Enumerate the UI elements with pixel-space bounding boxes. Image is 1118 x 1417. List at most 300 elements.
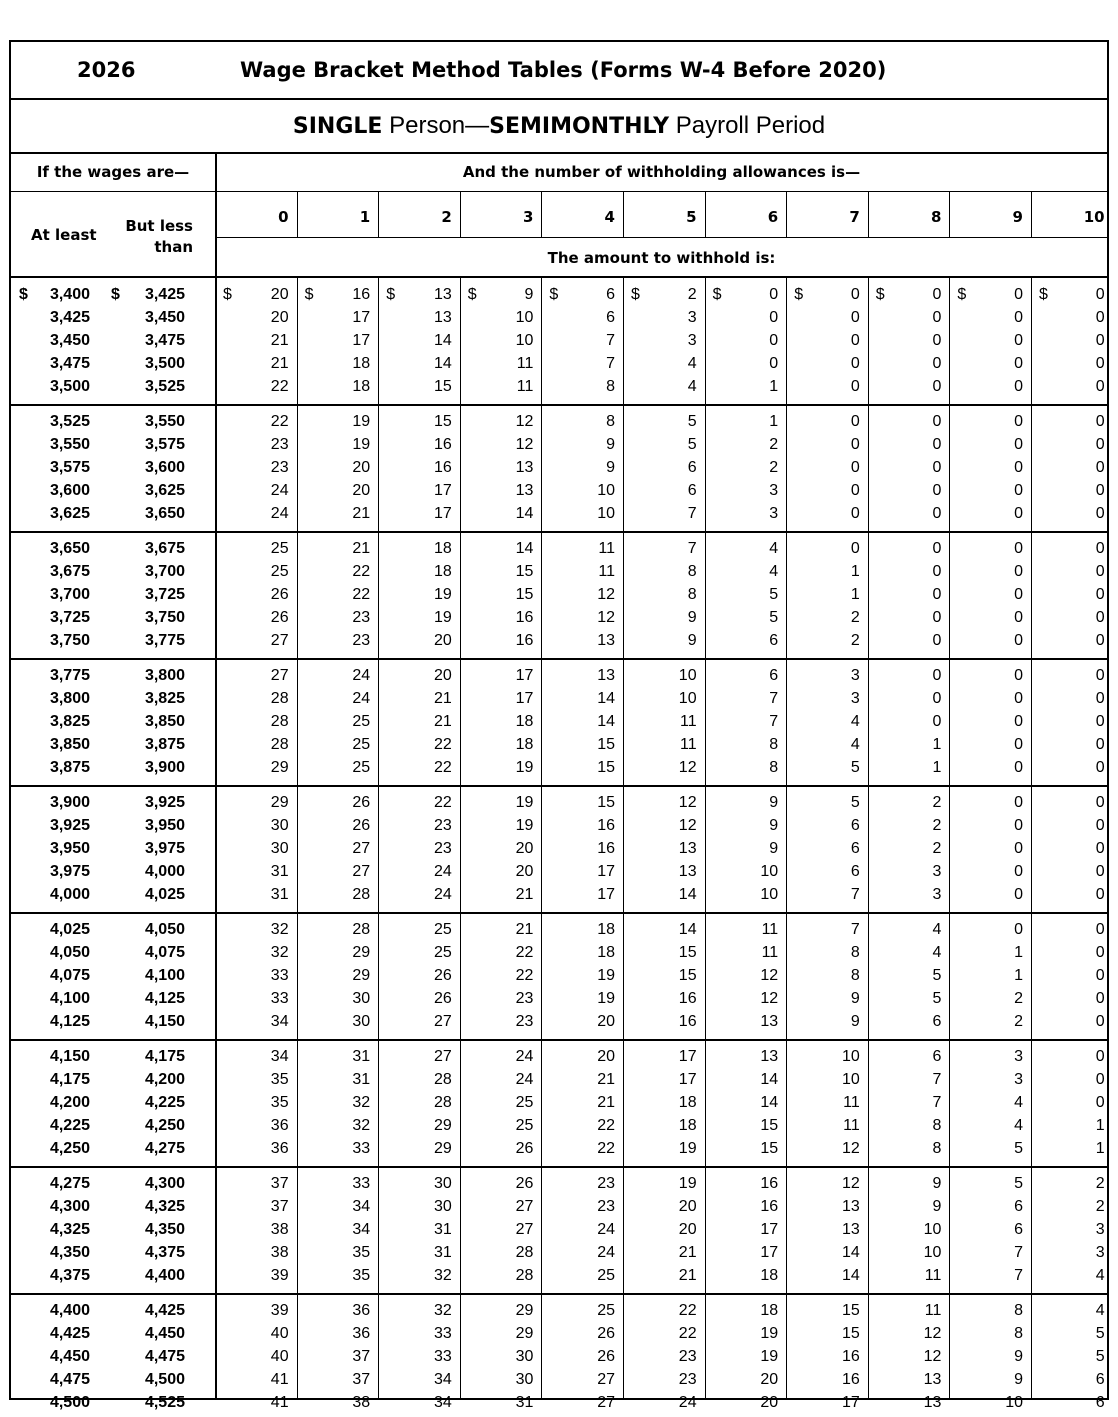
table-row <box>11 1267 1107 1290</box>
withholding-amount: 11 <box>679 736 697 753</box>
withholding-amount: 18 <box>433 540 452 557</box>
withholding-amount: 13 <box>433 309 452 326</box>
withholding-amount: 12 <box>597 586 615 603</box>
table-row <box>11 1325 1107 1348</box>
withholding-amount: 0 <box>932 378 942 395</box>
withholding-amount: 4 <box>850 713 860 730</box>
column-divider <box>868 191 869 237</box>
withholding-amount: 38 <box>352 1394 371 1411</box>
withholding-amount: 3 <box>850 690 860 707</box>
withholding-amount: 20 <box>515 840 534 857</box>
allowance-number-2: 2 <box>441 208 452 226</box>
withholding-amount: 0 <box>1095 413 1105 430</box>
divider <box>11 98 1107 100</box>
withholding-amount: 0 <box>1014 378 1023 395</box>
withholding-amount: 38 <box>270 1221 289 1238</box>
withholding-amount: 28 <box>515 1244 534 1261</box>
withholding-amount: 0 <box>932 563 942 580</box>
wage-but-less-than: 4,025 <box>144 886 185 903</box>
withholding-amount: 30 <box>352 990 371 1007</box>
wage-at-least: 3,750 <box>49 632 90 649</box>
withholding-amount: 0 <box>850 332 860 349</box>
withholding-amount: 37 <box>270 1198 289 1215</box>
withholding-amount: 24 <box>270 482 289 499</box>
table-row <box>11 1175 1107 1198</box>
withholding-amount: 16 <box>678 1013 697 1030</box>
wage-at-least: 4,500 <box>49 1394 90 1411</box>
withholding-amount: 6 <box>769 667 779 684</box>
withholding-amount: 29 <box>515 1302 534 1319</box>
withholding-amount: 0 <box>1095 459 1105 476</box>
withholding-amount: 7 <box>932 1094 942 1111</box>
wage-but-less-than: 4,125 <box>144 990 185 1007</box>
wage-at-least: 3,625 <box>49 505 90 522</box>
withholding-amount: 15 <box>433 378 452 395</box>
wage-at-least: 3,800 <box>49 690 90 707</box>
withholding-amount: 17 <box>678 1071 697 1088</box>
withholding-amount: 16 <box>678 990 697 1007</box>
withholding-amount: 14 <box>433 355 452 372</box>
withholding-amount: 19 <box>433 609 452 626</box>
table-year: 2026 <box>77 58 136 82</box>
wage-but-less-than: 3,500 <box>144 355 185 372</box>
withholding-amount: 1 <box>850 586 860 603</box>
table-row <box>11 586 1107 609</box>
withholding-amount: 29 <box>352 967 371 984</box>
withholding-amount: 28 <box>270 713 289 730</box>
withholding-amount: 22 <box>597 1140 615 1157</box>
withholding-amount: 33 <box>433 1325 452 1342</box>
withholding-amount: 8 <box>687 563 697 580</box>
table-row <box>11 759 1107 782</box>
withholding-amount: 40 <box>270 1325 289 1342</box>
wage-but-less-than: 3,475 <box>144 332 185 349</box>
withholding-amount: 0 <box>1095 632 1105 649</box>
withholding-amount: 22 <box>597 1117 615 1134</box>
withholding-amount: 16 <box>760 1198 779 1215</box>
dollar-sign: $ <box>111 286 120 303</box>
withholding-amount: 9 <box>932 1175 942 1192</box>
withholding-amount: 1 <box>1095 1140 1105 1157</box>
withholding-amount: 20 <box>352 482 371 499</box>
withholding-amount: 8 <box>850 944 860 961</box>
withholding-amount: 22 <box>433 794 452 811</box>
withholding-amount: 9 <box>606 459 615 476</box>
withholding-amount: 0 <box>1095 1071 1105 1088</box>
wage-at-least: 3,825 <box>49 713 90 730</box>
withholding-amount: 25 <box>597 1302 615 1319</box>
wage-at-least: 3,925 <box>49 817 90 834</box>
wage-but-less-than: 4,325 <box>144 1198 185 1215</box>
wage-at-least: 4,325 <box>49 1221 90 1238</box>
withholding-amount: 35 <box>352 1267 371 1284</box>
withholding-amount: 8 <box>850 967 860 984</box>
withholding-amount: 12 <box>515 436 534 453</box>
withholding-amount: 13 <box>760 1048 779 1065</box>
withholding-amount: 2 <box>932 794 942 811</box>
withholding-amount: 0 <box>1095 886 1105 903</box>
table-row <box>11 482 1107 505</box>
column-divider <box>786 191 787 237</box>
table-row <box>11 886 1107 909</box>
wage-but-less-than: 3,900 <box>144 759 185 776</box>
withholding-amount: 39 <box>270 1267 289 1284</box>
withholding-amount: 19 <box>597 990 615 1007</box>
wage-but-less-than: 3,650 <box>144 505 185 522</box>
table-row <box>11 1071 1107 1094</box>
wage-but-less-than: 3,875 <box>144 736 185 753</box>
withholding-amount: 21 <box>352 505 371 522</box>
column-divider <box>297 191 298 237</box>
withholding-amount: 38 <box>270 1244 289 1261</box>
withholding-amount: 32 <box>270 921 289 938</box>
withholding-amount: 0 <box>850 413 860 430</box>
withholding-amount: 4 <box>850 736 860 753</box>
withholding-amount: 31 <box>270 863 289 880</box>
wage-but-less-than: 3,550 <box>144 413 185 430</box>
withholding-amount: 8 <box>932 1140 942 1157</box>
wage-at-least: 3,725 <box>49 609 90 626</box>
withholding-amount: 9 <box>769 817 779 834</box>
withholding-amount: 6 <box>687 459 697 476</box>
wage-at-least: 3,600 <box>49 482 90 499</box>
withholding-amount: 1 <box>850 563 860 580</box>
withholding-amount: 41 <box>270 1394 289 1411</box>
wage-but-less-than: 3,675 <box>144 540 185 557</box>
wage-but-less-than: 3,725 <box>144 586 185 603</box>
withholding-amount: 0 <box>1014 459 1023 476</box>
withholding-amount: 40 <box>270 1348 289 1365</box>
divider <box>11 276 1107 278</box>
withholding-amount: 19 <box>352 436 371 453</box>
table-row <box>11 332 1107 355</box>
wage-but-less-than: 3,525 <box>144 378 185 395</box>
wage-at-least: 4,275 <box>49 1175 90 1192</box>
withholding-amount: 0 <box>932 540 942 557</box>
dollar-sign: $ <box>467 286 477 303</box>
column-divider <box>378 191 379 237</box>
withholding-amount: 0 <box>932 413 942 430</box>
wage-but-less-than: 3,975 <box>144 840 185 857</box>
withholding-amount: 13 <box>678 840 697 857</box>
withholding-amount: 6 <box>606 286 615 303</box>
withholding-amount: 35 <box>270 1071 289 1088</box>
withholding-amount: 8 <box>606 378 615 395</box>
withholding-amount: 18 <box>352 378 371 395</box>
withholding-amount: 0 <box>932 690 942 707</box>
withholding-amount: 17 <box>433 482 452 499</box>
divider <box>11 152 1107 154</box>
withholding-amount: 0 <box>850 482 860 499</box>
withholding-amount: 24 <box>433 886 452 903</box>
withholding-amount: 12 <box>597 609 615 626</box>
withholding-amount: 19 <box>433 586 452 603</box>
wage-at-least: 3,950 <box>49 840 90 857</box>
withholding-amount: 21 <box>515 886 534 903</box>
withholding-amount: 0 <box>1014 563 1023 580</box>
withholding-amount: 34 <box>270 1048 289 1065</box>
withholding-amount: 23 <box>433 817 452 834</box>
withholding-amount: 0 <box>932 667 942 684</box>
wage-at-least: 3,775 <box>49 667 90 684</box>
table-row <box>11 840 1107 863</box>
withholding-amount: 0 <box>1014 921 1023 938</box>
withholding-amount: 37 <box>352 1371 371 1388</box>
withholding-amount: 20 <box>352 459 371 476</box>
withholding-amount: 24 <box>597 1221 615 1238</box>
withholding-amount: 34 <box>352 1221 371 1238</box>
wage-at-least: 4,125 <box>49 1013 90 1030</box>
withholding-amount: 10 <box>597 482 615 499</box>
table-row <box>11 1244 1107 1267</box>
withholding-amount: 16 <box>433 436 452 453</box>
withholding-amount: 4 <box>1095 1267 1105 1284</box>
withholding-amount: 23 <box>678 1371 697 1388</box>
withholding-amount: 18 <box>597 921 615 938</box>
table-row <box>11 505 1107 528</box>
table-row <box>11 944 1107 967</box>
withholding-amount: 30 <box>270 817 289 834</box>
withholding-amount: 36 <box>352 1302 371 1319</box>
table-row <box>11 1117 1107 1140</box>
withholding-amount: 0 <box>1095 667 1105 684</box>
withholding-amount: 6 <box>687 482 697 499</box>
withholding-amount: 0 <box>769 332 779 349</box>
withholding-amount: 14 <box>515 540 534 557</box>
withholding-amount: 26 <box>433 990 452 1007</box>
withholding-amount: 7 <box>769 713 779 730</box>
withholding-amount: 23 <box>352 609 371 626</box>
withholding-amount: 35 <box>270 1094 289 1111</box>
column-divider <box>705 191 706 237</box>
withholding-amount: 23 <box>597 1198 615 1215</box>
table-row <box>11 713 1107 736</box>
withholding-amount: 11 <box>843 1117 860 1134</box>
withholding-amount: 25 <box>433 921 452 938</box>
withholding-amount: 0 <box>932 586 942 603</box>
withholding-amount: 36 <box>270 1140 289 1157</box>
withholding-amount: 0 <box>1095 482 1105 499</box>
withholding-amount: 15 <box>841 1325 860 1342</box>
withholding-amount: 23 <box>270 436 289 453</box>
table-row <box>11 563 1107 586</box>
withholding-amount: 0 <box>1095 586 1105 603</box>
withholding-amount: 27 <box>597 1394 615 1411</box>
column-divider <box>623 191 624 237</box>
withholding-amount: 14 <box>760 1071 779 1088</box>
withholding-amount: 10 <box>515 332 534 349</box>
table-row <box>11 609 1107 632</box>
withholding-amount: 14 <box>515 505 534 522</box>
dollar-sign: $ <box>549 286 559 303</box>
wage-at-least: 3,975 <box>49 863 90 880</box>
withholding-amount: 7 <box>606 332 615 349</box>
withholding-amount: 0 <box>1014 817 1023 834</box>
withholding-amount: 6 <box>932 1013 942 1030</box>
table-row <box>11 309 1107 332</box>
withholding-amount: 22 <box>352 563 371 580</box>
withholding-amount: 7 <box>769 690 779 707</box>
withholding-amount: 3 <box>850 667 860 684</box>
withholding-amount: 17 <box>515 690 534 707</box>
withholding-amount: 27 <box>352 863 371 880</box>
dollar-sign: $ <box>223 286 232 303</box>
withholding-amount: 31 <box>433 1244 452 1261</box>
withholding-amount: 23 <box>678 1348 697 1365</box>
withholding-amount: 0 <box>1014 540 1023 557</box>
withholding-amount: 0 <box>1014 863 1023 880</box>
withholding-amount: 0 <box>769 355 779 372</box>
withholding-amount: 21 <box>433 713 452 730</box>
wage-at-least: 4,475 <box>49 1371 90 1388</box>
withholding-amount: 2 <box>1095 1198 1105 1215</box>
withholding-amount: 13 <box>515 459 534 476</box>
table-row <box>11 1348 1107 1371</box>
withholding-amount: 24 <box>597 1244 615 1261</box>
withholding-amount: 17 <box>760 1244 779 1261</box>
withholding-amount: 10 <box>760 863 779 880</box>
withholding-amount: 15 <box>597 736 615 753</box>
withholding-amount: 22 <box>515 967 534 984</box>
withholding-amount: 15 <box>597 794 615 811</box>
withholding-amount: 1 <box>1014 944 1023 961</box>
withholding-amount: 0 <box>850 459 860 476</box>
withholding-amount: 5 <box>1095 1325 1105 1342</box>
withholding-amount: 36 <box>352 1325 371 1342</box>
withholding-amount: 17 <box>515 667 534 684</box>
withholding-amount: 0 <box>1095 690 1105 707</box>
table-row <box>11 967 1107 990</box>
wage-but-less-than: 3,950 <box>144 817 185 834</box>
withholding-amount: 34 <box>433 1394 452 1411</box>
table-row <box>11 1394 1107 1417</box>
withholding-amount: 10 <box>841 1048 860 1065</box>
wage-at-least: 4,000 <box>49 886 90 903</box>
withholding-amount: 13 <box>760 1013 779 1030</box>
table-row <box>11 459 1107 482</box>
withholding-amount: 0 <box>1014 286 1023 303</box>
withholding-amount: 0 <box>850 505 860 522</box>
withholding-amount: 19 <box>352 413 371 430</box>
withholding-amount: 0 <box>769 309 779 326</box>
withholding-amount: 25 <box>270 563 289 580</box>
wage-at-least: 3,575 <box>49 459 90 476</box>
wage-but-less-than: 3,925 <box>144 794 185 811</box>
withholding-amount: 11 <box>924 1267 942 1284</box>
withholding-amount: 25 <box>352 736 371 753</box>
withholding-amount: 5 <box>687 413 697 430</box>
table-row <box>11 1048 1107 1071</box>
withholding-amount: 0 <box>1095 309 1105 326</box>
withholding-amount: 9 <box>850 990 860 1007</box>
withholding-amount: 33 <box>433 1348 452 1365</box>
withholding-amount: 28 <box>433 1071 452 1088</box>
withholding-amount: 12 <box>760 967 779 984</box>
withholding-amount: 28 <box>270 736 289 753</box>
wage-but-less-than: 4,100 <box>144 967 185 984</box>
withholding-amount: 7 <box>1014 1267 1023 1284</box>
withholding-amount: 6 <box>606 309 615 326</box>
withholding-amount: 0 <box>1014 586 1023 603</box>
withholding-amount: 9 <box>687 609 697 626</box>
withholding-amount: 32 <box>433 1267 452 1284</box>
wage-but-less-than: 4,075 <box>144 944 185 961</box>
withholding-amount: 15 <box>515 586 534 603</box>
withholding-amount: 14 <box>841 1244 860 1261</box>
withholding-amount: 11 <box>843 1094 860 1111</box>
withholding-amount: 9 <box>687 632 697 649</box>
withholding-amount: 29 <box>515 1325 534 1342</box>
table-row <box>11 1013 1107 1036</box>
withholding-amount: 0 <box>850 286 860 303</box>
withholding-amount: 0 <box>1095 436 1105 453</box>
withholding-amount: 1 <box>769 413 779 430</box>
withholding-amount: 17 <box>433 505 452 522</box>
withholding-amount: 7 <box>850 921 860 938</box>
withholding-amount: 34 <box>433 1371 452 1388</box>
wage-but-less-than: 4,525 <box>144 1394 185 1411</box>
withholding-amount: 21 <box>270 332 289 349</box>
withholding-amount: 21 <box>433 690 452 707</box>
withholding-amount: 0 <box>1014 886 1023 903</box>
withholding-amount: 9 <box>850 1013 860 1030</box>
withholding-amount: 26 <box>597 1348 615 1365</box>
withholding-amount: 28 <box>352 886 371 903</box>
table-row <box>11 736 1107 759</box>
withholding-amount: 21 <box>678 1244 697 1261</box>
withholding-amount: 21 <box>597 1094 615 1111</box>
withholding-amount: 21 <box>352 540 371 557</box>
withholding-amount: 4 <box>1095 1302 1105 1319</box>
withholding-amount: 24 <box>515 1071 534 1088</box>
wage-but-less-than: 3,850 <box>144 713 185 730</box>
withholding-amount: 0 <box>932 713 942 730</box>
wage-but-less-than: 4,400 <box>144 1267 185 1284</box>
withholding-amount: 32 <box>270 944 289 961</box>
wage-at-least: 4,425 <box>49 1325 90 1342</box>
withholding-amount: 14 <box>678 886 697 903</box>
group-divider <box>11 912 1107 914</box>
withholding-amount: 4 <box>1014 1117 1023 1134</box>
withholding-amount: 2 <box>1014 990 1023 1007</box>
withholding-amount: 23 <box>597 1175 615 1192</box>
wage-but-less-than: 4,000 <box>144 863 185 880</box>
withholding-amount: 13 <box>923 1394 942 1411</box>
withholding-amount: 15 <box>760 1117 779 1134</box>
wage-but-less-than: 3,775 <box>144 632 185 649</box>
wage-at-least: 3,650 <box>49 540 90 557</box>
withholding-amount: 5 <box>1095 1348 1105 1365</box>
withholding-amount: 4 <box>932 921 942 938</box>
withholding-amount: 19 <box>760 1348 779 1365</box>
amount-header: The amount to withhold is: <box>547 249 776 267</box>
allowance-number-7: 7 <box>849 208 860 226</box>
withholding-amount: 27 <box>433 1013 452 1030</box>
withholding-amount: 18 <box>433 563 452 580</box>
withholding-amount: 6 <box>1095 1371 1105 1388</box>
withholding-amount: 33 <box>270 967 289 984</box>
wage-but-less-than: 3,575 <box>144 436 185 453</box>
withholding-amount: 31 <box>270 886 289 903</box>
wage-but-less-than: 4,150 <box>144 1013 185 1030</box>
table-title: Wage Bracket Method Tables (Forms W-4 Before 2020) <box>240 58 887 82</box>
withholding-amount: 6 <box>1095 1394 1105 1411</box>
withholding-amount: 26 <box>352 817 371 834</box>
withholding-amount: 17 <box>597 886 615 903</box>
withholding-amount: 10 <box>841 1071 860 1088</box>
wage-but-less-than: 3,700 <box>144 563 185 580</box>
withholding-amount: 9 <box>606 436 615 453</box>
